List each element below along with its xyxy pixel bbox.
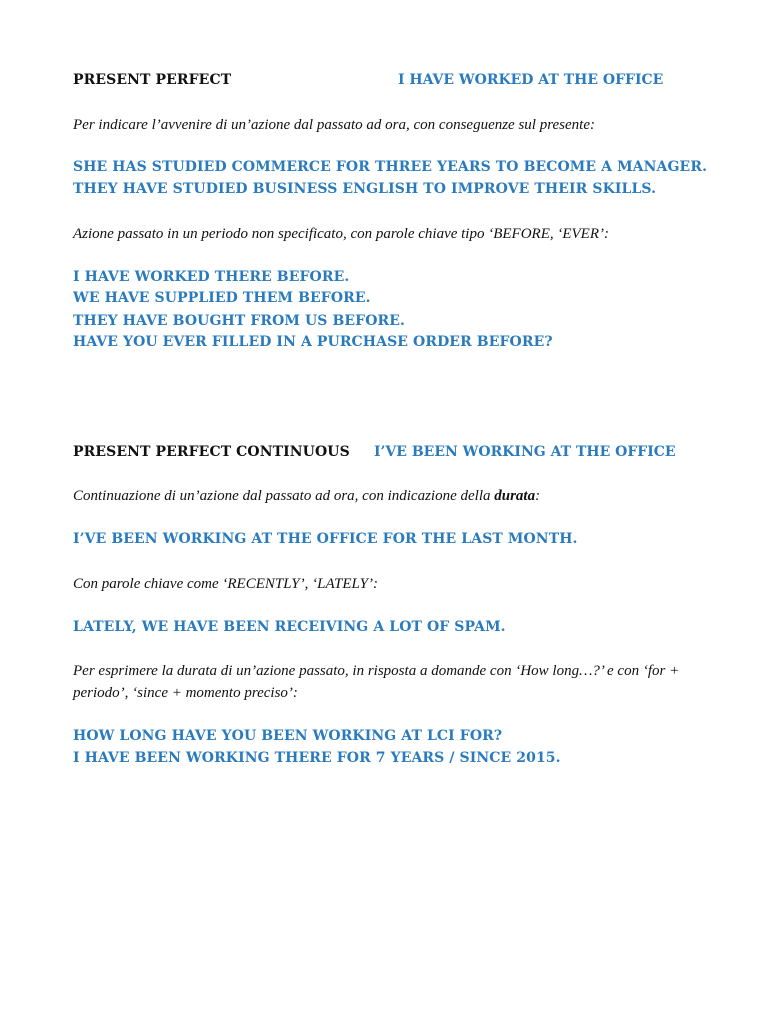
section-title-present-perfect-continuous: PRESENT PERFECT CONTINUOUS (73, 444, 350, 460)
example-sentence: I’VE BEEN WORKING AT THE OFFICE FOR THE LAST MONTH. (73, 531, 578, 547)
note-duration-how-long-line2: periodo’, ‘since + momento preciso’: (73, 685, 298, 701)
example-sentence: I HAVE WORKED THERE BEFORE. (73, 269, 350, 285)
section-title-present-perfect: PRESENT PERFECT (73, 72, 232, 88)
example-sentence: SHE HAS STUDIED COMMERCE FOR THREE YEARS TO BECOME A MANAGER. (73, 159, 708, 175)
example-sentence: WE HAVE SUPPLIED THEM BEFORE. (73, 290, 371, 306)
section-example-heading-present-perfect-continuous: I’VE BEEN WORKING AT THE OFFICE (374, 444, 676, 460)
example-sentence: THEY HAVE BOUGHT FROM US BEFORE. (73, 313, 405, 329)
note-keywords-recently-lately: Con parole chiave come ‘RECENTLY’, ‘LATELY’: (73, 576, 378, 592)
note-emphasis-durata: durata (494, 488, 536, 504)
note-duration-how-long-line1: Per esprimere la durata di un’azione passato, in risposta a domande con ‘How long…?’ e con ‘for + (73, 663, 680, 679)
section-example-heading-present-perfect: I HAVE WORKED AT THE OFFICE (398, 72, 664, 88)
example-sentence: LATELY, WE HAVE BEEN RECEIVING A LOT OF SPAM. (73, 619, 506, 635)
example-sentence: HAVE YOU EVER FILLED IN A PURCHASE ORDER BEFORE? (73, 334, 553, 350)
example-sentence: I HAVE BEEN WORKING THERE FOR 7 YEARS / SINCE 2015. (73, 750, 561, 766)
note-present-perfect-unspecified: Azione passato in un periodo non specificato, con parole chiave tipo ‘BEFORE, ‘EVER’: (73, 226, 609, 242)
note-continuation-duration: Continuazione di un’azione dal passato ad ora, con indicazione della durata: (73, 488, 541, 504)
example-sentence: THEY HAVE STUDIED BUSINESS ENGLISH TO IMPROVE THEIR SKILLS. (73, 181, 657, 197)
example-sentence: HOW LONG HAVE YOU BEEN WORKING AT LCI FOR? (73, 728, 503, 744)
note-present-perfect-consequences: Per indicare l’avvenire di un’azione dal passato ad ora, con conseguenze sul presente: (73, 117, 595, 133)
